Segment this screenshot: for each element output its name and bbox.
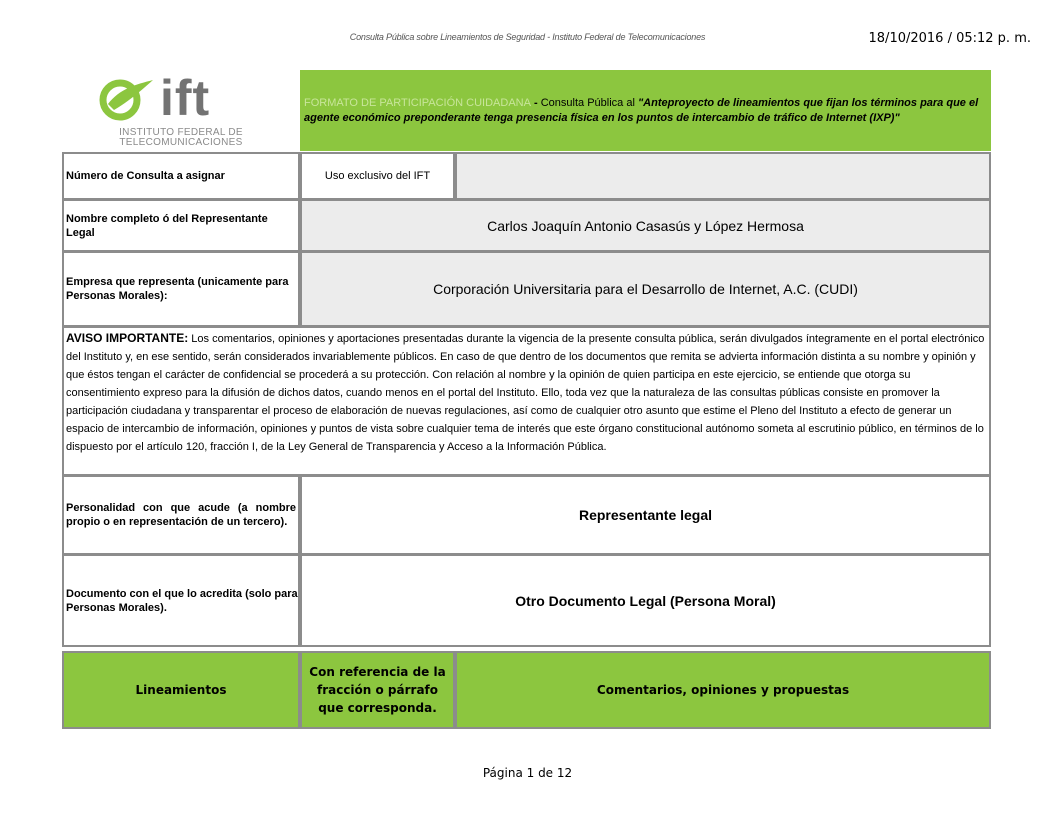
consulta-number-field[interactable] <box>455 152 991 200</box>
col-header-lineamientos-text: Lineamientos <box>135 683 227 697</box>
personalidad-value: Representante legal <box>578 507 713 523</box>
consulta-number-label <box>62 152 300 200</box>
representante-label <box>62 199 300 252</box>
form-title-subject: "Anteproyecto de lineamientos que fijan los términos para que el agente económico preponderante tenga presencia física en los puntos de intercambio de tráfico de Internet (IXP)" <box>304 97 979 124</box>
ift-institution-line1: INSTITUTO FEDERAL DE <box>119 127 243 138</box>
col-header-referencia <box>300 651 455 729</box>
documento-label <box>62 554 300 647</box>
form-title-intro: Consulta Pública al <box>540 97 638 109</box>
form-format-label: FORMATO DE PARTICIPACIÓN CUIDADANA <box>304 97 531 109</box>
aviso-importante <box>62 326 991 476</box>
page-header-title: Consulta Pública sobre Lineamientos de Seguridad - Instituto Federal de Telecomunicaciones <box>349 32 706 42</box>
form-title-separator: - <box>530 97 541 109</box>
documento-label-text: Documento con el que lo acredita (solo para Personas Morales). <box>66 587 298 614</box>
ift-institution-name <box>62 128 300 148</box>
consulta-number-reserved <box>300 152 455 200</box>
empresa-label <box>62 251 300 327</box>
page-header-datetime: 18/10/2016 / 05:12 p. m. <box>868 31 1031 46</box>
ift-logo-wordmark: ift <box>160 70 211 126</box>
ift-logo-icon <box>98 76 156 124</box>
col-header-comentarios <box>455 651 991 729</box>
representante-field[interactable] <box>300 199 991 252</box>
col-header-comentarios-text: Comentarios, opiniones y propuestas <box>596 683 850 697</box>
form-title <box>300 70 991 151</box>
page-number: Página 1 de 12 <box>482 766 573 780</box>
consulta-number-label-text: Número de Consulta a asignar <box>66 170 225 182</box>
aviso-body: Los comentarios, opiniones y aportaciones presentadas durante la vigencia de la presente consulta pública, serán divulgados íntegramente en el portal electrónico del Instituto y, en ese sentido, serán considerados invariablemente públicos. En caso de que dentro de los documentos que remita se advierta información distinta a su nombre y opinión y que éstos tengan el carácter de confidencial se procederá a su protección. Con relación al nombre y la opinión de quien participa en este ejercicio, se entiende que otorga su consentimiento expreso para la difusión de dichos datos, cuando menos en el portal del Instituto. Ello, toda vez que la naturaleza de las consultas públicas consiste en promover la participación ciudadana y transparentar el proceso de elaboración de nuevas regulaciones, así como de cualquier otro asunto que estime el Pleno del Instituto a efecto de generar un espacio de intercambio de información, opiniones y puntos de vista sobre cualquier tema de interés que este órgano constitucional autónomo someta al escrutinio público, en términos de lo dispuesto por el artículo 120, fracción I, de la Ley General de Transparencia y Acceso a la Información Pública. <box>66 333 985 453</box>
col-header-referencia-text: Con referencia de la fracción o párrafo que corresponda. <box>309 665 446 715</box>
aviso-heading: AVISO IMPORTANTE: <box>66 331 189 345</box>
col-header-lineamientos <box>62 651 300 729</box>
representante-label-text: Nombre completo ó del Representante Legal <box>66 212 268 239</box>
consulta-number-reserved-text: Uso exclusivo del IFT <box>324 170 431 182</box>
documento-field[interactable] <box>300 554 991 647</box>
ift-logo <box>62 70 300 151</box>
empresa-field[interactable] <box>300 251 991 327</box>
empresa-value: Corporación Universitaria para el Desarrollo de Internet, A.C. (CUDI) <box>433 281 858 297</box>
ift-institution-line2: TELECOMUNICACIONES <box>119 137 243 148</box>
personalidad-label-text: Personalidad con que acude (a nombre propio o en representación de un tercero). <box>66 502 296 528</box>
empresa-label-text: Empresa que representa (unicamente para Personas Morales): <box>66 276 289 302</box>
personalidad-field[interactable] <box>300 475 991 555</box>
personalidad-label <box>62 475 300 555</box>
documento-value: Otro Documento Legal (Persona Moral) <box>515 592 776 609</box>
representante-value: Carlos Joaquín Antonio Casasús y López Hermosa <box>487 217 804 234</box>
